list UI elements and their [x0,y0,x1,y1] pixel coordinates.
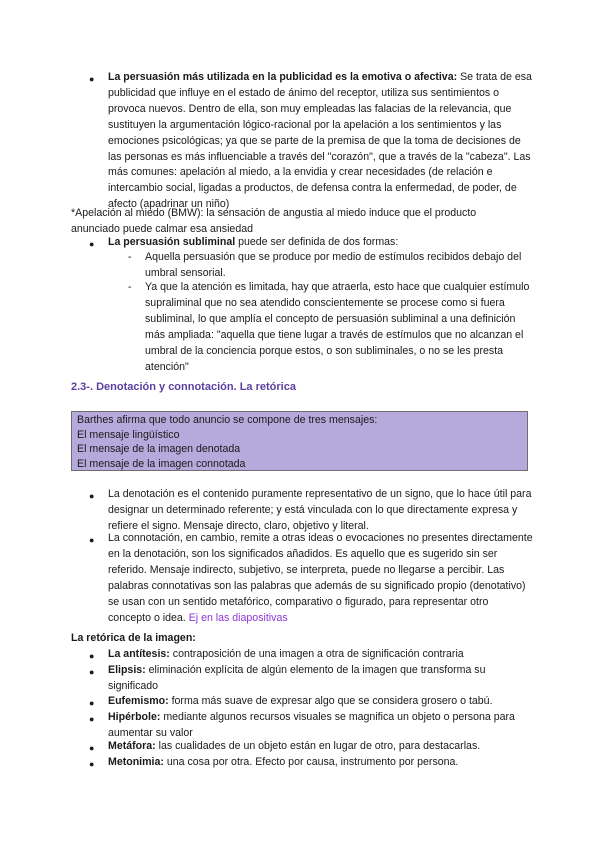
box-line-4: El mensaje de la imagen connotada [77,457,246,470]
bullet-icon: ● [89,535,95,545]
term-metonimia: Metonimia: [108,756,164,768]
retorica-item-metonimia [108,755,533,771]
barthes-box [71,411,528,471]
sub-item-1: Aquella persuasión que se produce por medio de estímulos recibidos debajo del umbral sensorial. [145,251,522,279]
denotacion-paragraph: La denotación es el contenido puramente representativo de un signo, que lo hace útil para designar un determinado referente; y está vinculada con lo que directamente expresa y refiere el signo. Mensaje directo, claro, objetivo y literal. [108,488,532,532]
sub-item-2: Ya que la atención es limitada, hay que atraerla, esto hace que cualquier estímulo supraliminal que no sea atendido conscientemente se procese como si fuera subliminal, lo que amplía el concepto de persuasión subliminal a una definición más ampliada: "aquella que tiene lugar a través de estímulos que no alcanzan el umbral de la conciencia porque estos, o son subliminales, o no se les presta atención" [145,281,530,373]
bullet-subliminal-text: puede ser definida de dos formas: [235,236,399,248]
def-metonimia: una cosa por otra. Efecto por causa, instrumento por persona. [163,756,459,768]
retorica-item-metafora [108,739,533,755]
dash-icon: - [128,251,132,263]
bullet-icon: ● [89,491,95,501]
note-apelacion-miedo: *Apelación al miedo (BMW): la sensación de angustia al miedo induce que el producto anunciado puede calmar esa ansiedad [71,207,477,235]
box-line-3: El mensaje de la imagen denotada [77,443,241,455]
term-metafora: Metáfora: [108,740,156,752]
retorica-item-hiperbole [108,710,533,742]
bullet-icon: ● [89,698,95,708]
connotacion-text: La connotación, en cambio, remite a otras ideas o evocaciones no presentes directamente en la denotación, son los significados añadidos. Es aquello que es sugerido sin ser referido. Mensaje indirecto, subjetivo, se interpreta, puede no llegarse a percibir. Las palabras connotativas son las palabras que además de su significado propio (denotativo) se usan con un sentido metafórico, comparativo o figurado, para representar otro concepto o idea. [108,532,533,624]
def-hiperbole: mediante algunos recursos visuales se magnifica un objeto o persona para aumentar su valor [108,711,515,739]
retorica-item-elipsis [108,663,533,695]
term-hiperbole: Hipérbole: [108,711,161,723]
bullet-icon: ● [89,667,95,677]
box-line-1: Barthes afirma que todo anuncio se compone de tres mensajes: [77,414,378,426]
bullet-icon: ● [89,759,95,769]
diapositivas-link[interactable]: Ej en las diapositivas [188,611,288,624]
bullet-subliminal-lead: La persuasión subliminal [108,236,236,248]
retorica-item-antitesis [108,647,533,663]
box-line-2: El mensaje lingüístico [77,428,180,441]
def-antitesis: contraposición de una imagen a otra de significación contraria [169,648,464,660]
bullet-emotiva-lead: La persuasión más utilizada en la publicidad es la emotiva o afectiva: [108,71,458,83]
retorica-heading: La retórica de la imagen: [71,632,196,644]
bullet-subliminal [108,235,533,251]
section-heading: 2.3-. Denotación y connotación. La retórica [71,381,296,393]
term-antitesis: La antítesis: [108,648,170,660]
bullet-icon: ● [89,743,95,753]
def-eufemismo: forma más suave de expresar algo que se considera grosero o tabú. [168,695,493,707]
retorica-item-eufemismo [108,694,533,710]
connotacion-paragraph [108,531,533,626]
def-elipsis: eliminación explícita de algún elemento de la imagen que transforma su significado [108,664,486,692]
term-elipsis: Elipsis: [108,664,146,676]
def-metafora: las cualidades de un objeto están en lugar de otro, para destacarlas. [155,740,481,752]
bullet-icon: ● [89,714,95,724]
bullet-icon: ● [89,74,95,84]
bullet-icon: ● [89,651,95,661]
bullet-emotiva [108,70,533,213]
term-eufemismo: Eufemismo: [108,695,169,707]
dash-icon: - [128,281,132,293]
bullet-emotiva-text: Se trata de esa publicidad que influye en el estado de ánimo del receptor, utiliza sus sentimientos o provoca nuevos. Dentro de ella, son muy empleadas las falacias de la relevancia, que sustituyen la argumentación lógico-racional por la apelación a los sentimientos y las emociones psicológicas; ya que se parte de la premisa de que la toma de decisiones de las personas es más influenciable a través del "corazón", que a través de la "cabeza". Las más comunes: apelación al miedo, a la envidia y crear necesidades (de relación e intercambio social, ligadas a productos, de defensa contra la enfermedad, de poder, de afecto (apadrinar un niño) [108,71,532,211]
bullet-icon: ● [89,239,95,249]
